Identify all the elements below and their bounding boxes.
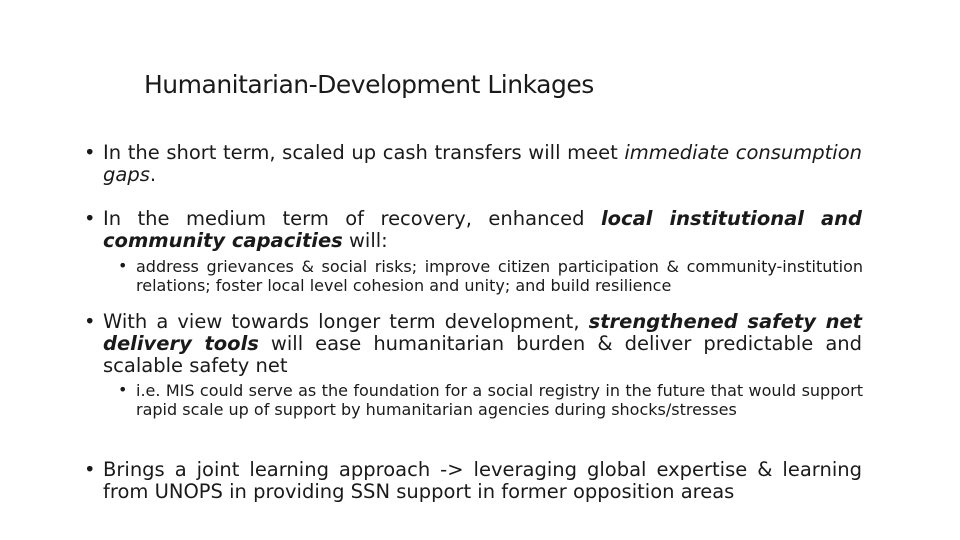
bullet-text <box>103 208 862 252</box>
bullet-text-emphasis: strengthened safety net delivery tools <box>103 310 863 355</box>
bullet-marker: • <box>84 458 96 481</box>
bullet-text-emphasis: immediate consumption gaps <box>103 141 862 186</box>
sub-bullet-marker: • <box>118 380 128 399</box>
bullet-joint-learning <box>84 459 862 503</box>
bullet-text-tail: . <box>149 163 157 186</box>
sub-bullet-mis <box>118 381 863 419</box>
bullet-marker: • <box>84 141 96 164</box>
bullet-marker: • <box>84 207 96 230</box>
bullet-text-lead: With a view towards longer term development, <box>103 310 589 333</box>
bullet-text-lead: In the short term, scaled up cash transfers will meet <box>103 141 625 164</box>
bullet-text-emphasis: local institutional and community capacities <box>103 207 862 252</box>
sub-bullet-text: i.e. MIS could serve as the foundation for a social registry in the future that would support rapid scale up of support by humanitarian agencies during shocks/stresses <box>136 381 863 419</box>
bullet-text: Brings a joint learning approach -> leveraging global expertise & learning from UNOPS in providing SSN support in former opposition areas <box>103 458 862 503</box>
bullet-text <box>103 311 862 377</box>
sub-bullet-grievances <box>118 257 863 295</box>
bullet-text-tail: will: <box>342 229 388 252</box>
bullet-marker: • <box>84 310 96 333</box>
bullet-longer-term <box>84 311 862 377</box>
slide-title: Humanitarian-Development Linkages <box>144 70 594 99</box>
bullet-text-tail: will ease humanitarian burden & deliver predictable and scalable safety net <box>103 332 863 377</box>
sub-bullet-marker: • <box>118 256 128 275</box>
bullet-text <box>103 142 862 186</box>
bullet-medium-term <box>84 208 862 252</box>
bullet-text-lead: In the medium term of recovery, enhanced <box>103 207 601 230</box>
bullet-short-term <box>84 142 862 186</box>
sub-bullet-text: address grievances & social risks; improve citizen participation & community-institution relations; foster local level cohesion and unity; and build resilience <box>136 257 863 295</box>
